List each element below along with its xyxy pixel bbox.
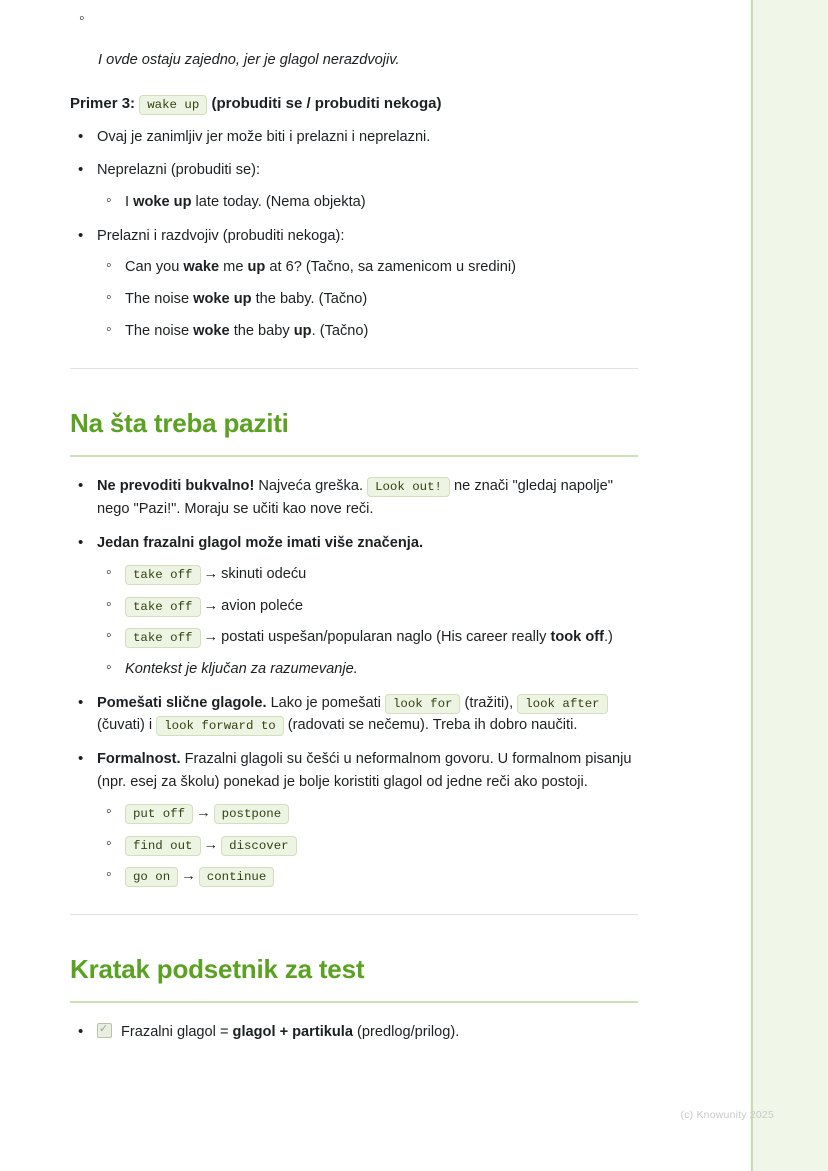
list-item xyxy=(97,658,638,681)
example-bold: woke up xyxy=(133,194,192,211)
example-bold-2: up xyxy=(293,322,312,339)
arrow-icon: → xyxy=(181,868,196,885)
intransitive-examples-list xyxy=(97,191,638,214)
watermark: (c) Knowunity 2025 xyxy=(680,1109,774,1121)
phrasal-code: put off xyxy=(125,804,193,824)
arrow-icon: → xyxy=(203,836,219,853)
list-item xyxy=(97,834,638,857)
example-pre: The noise xyxy=(125,290,194,307)
example-pre: I xyxy=(125,194,134,211)
list-item xyxy=(70,692,638,737)
example-post: late today. (Nema objekta) xyxy=(191,194,366,211)
phrasal-code: find out xyxy=(125,836,201,856)
example-pre: The noise xyxy=(125,322,194,339)
pazit-item1-bold: Ne prevoditi bukvalno! xyxy=(97,478,255,495)
arrow-icon: → xyxy=(203,597,219,614)
primer-3-bullet-2: Prelazni i razdvojiv (probuditi nekoga): xyxy=(97,227,345,244)
arrow-icon: → xyxy=(203,566,219,583)
example-post: . (Tačno) xyxy=(311,322,369,339)
transitive-examples-list xyxy=(97,256,638,342)
podsetnik-bold: glagol + partikula xyxy=(232,1024,353,1041)
heading-underline-2 xyxy=(70,1001,638,1003)
page-title-pazit: Na šta treba paziti xyxy=(70,408,289,439)
phrasal-code: go on xyxy=(125,867,178,887)
take-off-code: take off xyxy=(125,628,201,648)
example-bold-2: up xyxy=(247,259,266,276)
list-item xyxy=(97,595,638,618)
pazit-item2-bold: Jedan frazalni glagol može imati više značenja. xyxy=(97,534,424,551)
list-item xyxy=(97,320,638,343)
primer-3-heading xyxy=(70,92,638,115)
arrow-icon: → xyxy=(203,629,219,646)
formal-code: continue xyxy=(199,867,275,887)
take-off-meaning-tail: .) xyxy=(603,629,613,646)
formal-code: discover xyxy=(221,836,297,856)
pazit-item4-bold: Formalnost. xyxy=(97,750,181,767)
example-mid: the baby xyxy=(229,322,294,339)
list-item xyxy=(70,532,638,681)
list-item xyxy=(70,225,638,342)
document-content xyxy=(70,0,638,1055)
page-title-podsetnik: Kratak podsetnik za test xyxy=(70,953,365,984)
take-off-meaning-bold: took off xyxy=(550,629,604,646)
pazit-item3-text-d: (radovati se nečemu). Treba ih dobro naučiti. xyxy=(283,717,578,734)
right-decorative-band xyxy=(750,0,828,1171)
left-margin xyxy=(0,0,40,1171)
podsetnik-post: (predlog/prilog). xyxy=(352,1024,460,1041)
take-off-meanings-list xyxy=(97,563,638,680)
primer-3-bullet-0: Ovaj je zanimljiv jer može biti i prelazni i neprelazni. xyxy=(97,128,431,145)
section-podsetnik xyxy=(70,949,638,1003)
formal-code: postpone xyxy=(214,804,290,824)
pazit-item3-text-a: Lako je pomešati xyxy=(266,694,385,711)
list-item xyxy=(97,191,638,214)
intro-note-text: I ovde ostaju zajedno, jer je glagol nerazdvojiv. xyxy=(98,52,400,68)
list-item xyxy=(97,626,638,649)
example-bold-1: wake xyxy=(183,259,220,276)
formal-equivalents-list xyxy=(97,802,638,888)
pazit-item1-code: Look out! xyxy=(367,477,450,497)
primer-3-translation: (probuditi se / probuditi nekoga) xyxy=(211,94,442,112)
list-item xyxy=(70,748,638,888)
take-off-code: take off xyxy=(125,565,201,585)
pazit-item3-bold: Pomešati slične glagole. xyxy=(97,694,267,711)
example-post: at 6? (Tačno, sa zamenicom u sredini) xyxy=(265,259,516,276)
pazit-item4-text: Frazalni glagoli su češći u neformalnom govoru. U formalnom pisanju (npr. esej za školu) ponekad je bolje koristiti glagol od jedne reči ako postoji. xyxy=(97,750,632,790)
take-off-meaning: postati uspešan/popularan naglo (His career really xyxy=(221,629,551,646)
take-off-code: take off xyxy=(125,597,201,617)
example-pre: Can you xyxy=(125,259,184,276)
example-bold-1: woke xyxy=(193,322,230,339)
pazit-list xyxy=(70,475,638,888)
list-item xyxy=(97,288,638,311)
list-item xyxy=(70,1021,638,1044)
example-bold-1: woke up xyxy=(193,290,252,307)
right-divider-line xyxy=(751,0,753,1171)
take-off-meaning: skinuti odeću xyxy=(221,566,307,583)
primer-3-label: Primer 3: xyxy=(70,94,136,112)
pazit-item1-text-b: ne znači "gledaj napolje" nego "Pazi!". Moraju se učiti kao nove reči. xyxy=(97,478,613,518)
pazit-item3-text-b: (tražiti), xyxy=(460,694,518,711)
list-item xyxy=(70,9,638,72)
list-item xyxy=(70,475,638,520)
heading-underline xyxy=(70,455,638,457)
look-after-code: look after xyxy=(517,694,607,714)
look-for-code: look for xyxy=(385,694,461,714)
list-item xyxy=(70,159,638,213)
list-item xyxy=(97,802,638,825)
pazit-item1-text-a: Najveća greška. xyxy=(254,478,368,495)
podsetnik-pre: Frazalni glagol = xyxy=(121,1024,233,1041)
list-item xyxy=(97,256,638,279)
list-item xyxy=(97,563,638,586)
look-forward-to-code: look forward to xyxy=(156,716,284,736)
list-item xyxy=(97,865,638,888)
list-item xyxy=(70,126,638,149)
arrow-icon: → xyxy=(196,805,211,822)
top-continuation-list xyxy=(70,9,638,72)
example-mid: me xyxy=(219,259,248,276)
section-pazit xyxy=(70,403,638,457)
kontekst-note: Kontekst je ključan za razumevanje. xyxy=(125,661,358,678)
primer-3-bullet-1: Neprelazni (probuditi se): xyxy=(97,162,261,179)
podsetnik-list xyxy=(70,1021,638,1044)
checkbox-icon[interactable] xyxy=(97,1023,112,1038)
take-off-meaning: avion poleće xyxy=(221,597,304,614)
primer-3-code: wake up xyxy=(139,95,207,115)
pazit-item3-text-c: (čuvati) i xyxy=(97,717,157,734)
section-divider-2 xyxy=(70,914,638,915)
example-post: the baby. (Tačno) xyxy=(251,290,368,307)
primer-3-list xyxy=(70,126,638,342)
section-divider xyxy=(70,368,638,369)
